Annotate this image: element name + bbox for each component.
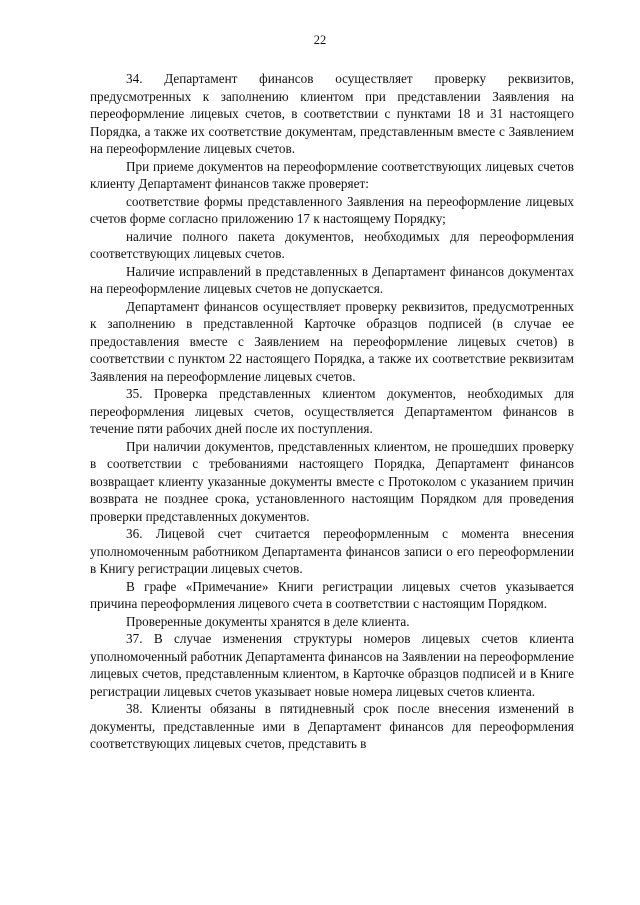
paragraph-documents-storage: Проверенные документы хранятся в деле клиента. <box>126 613 410 629</box>
paragraph-signature-card-check: Департамент финансов осуществляет проверку реквизитов, предусмотренных к заполнению в представленной Карточке образцов подписей (в случае ее предоставления вместе с Заявлением на переоформление лицевых счетов) в соответствии с пунктом 22 настоящего Порядка, а также их соответствие реквизитам Заявления на переоформление лицевых счетов. <box>90 298 574 384</box>
paragraph-note-column: В графе «Примечание» Книги регистрации лицевых счетов указывается причина переоформления лицевого счета в соответствии с настоящим Порядком. <box>90 578 574 611</box>
paragraph-no-corrections: Наличие исправлений в представленных в Департамент финансов документах на переоформление лицевых счетов не допускается. <box>90 263 574 296</box>
paragraph-document-check-intro: При приеме документов на переоформление соответствующих лицевых счетов клиенту Департамент финансов также проверяет: <box>90 158 574 191</box>
paragraph-document-return: При наличии документов, представленных клиентом, не прошедших проверку в соответствии с требованиями настоящего Порядка, Департамент финансов возвращает клиенту указанные документы вместе с Протоколом с указанием причин возврата не позднее срока, установленного настоящим Порядком для проведения проверки представленных документов. <box>90 438 574 524</box>
paragraph-36: 36. Лицевой счет считается переоформленным с момента внесения уполномоченным работником Департамента финансов записи о его переоформлении в Книгу регистрации лицевых счетов. <box>90 526 574 576</box>
page-number: 22 <box>313 33 327 47</box>
paragraph-form-conformity: соответствие формы представленного Заявления на переоформление лицевых счетов форме согласно приложению 17 к настоящему Порядку; <box>90 193 574 226</box>
paragraph-full-package: наличие полного пакета документов, необходимых для переоформления соответствующих лицевых счетов. <box>90 228 574 261</box>
paragraph-35: 35. Проверка представленных клиентом документов, необходимых для переоформления лицевых счетов, осуществляется Департаментом финансов в течение пяти рабочих дней после их поступления. <box>90 386 574 436</box>
paragraph-38: 38. Клиенты обязаны в пятидневный срок после внесения изменений в документы, представленные ими в Департамент финансов для переоформления соответствующих лицевых счетов, представить в <box>90 701 574 751</box>
paragraph-34: 34. Департамент финансов осуществляет проверку реквизитов, предусмотренных к заполнению клиентом при представлении Заявления на переоформление лицевых счетов, в соответствии с пунктами 18 и 31 настоящего Порядка, а также их соответствие документам, представленным вместе с Заявлением на переоформление лицевых счетов. <box>90 71 574 156</box>
body-text <box>90 70 574 753</box>
paragraph-37: 37. В случае изменения структуры номеров лицевых счетов клиента уполномоченный работник Департамента финансов на Заявлении на переоформление лицевых счетов, представленным клиентом, в Карточке образцов подписей и в Книге регистрации лицевых счетов указывает новые номера лицевых счетов клиента. <box>90 631 574 699</box>
